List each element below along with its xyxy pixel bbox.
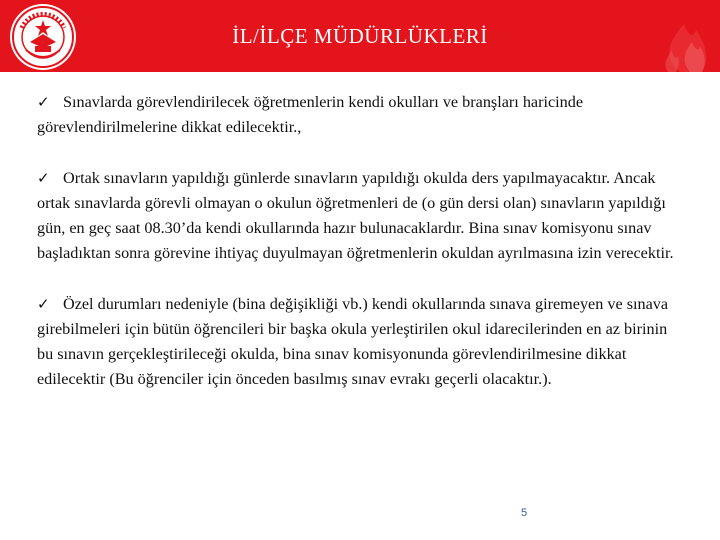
bullet-item-1 bbox=[37, 90, 687, 140]
checkmark-icon: ✓ bbox=[37, 295, 50, 313]
bullet-text: Ortak sınavların yapıldığı günlerde sınavların yapıldığı okulda ders yapılmayacaktır. Ancak ortak sınavlarda görevli olmayan o okulun öğretmenleri de (o gün dersi olan) sınavların yapıldığı gün, en geç saat 08.30’da kendi okullarında hazır bulunacaklardır. Bina sınav komisyonu sınav başladıktan sonra görevine ihtiyaç duyulmayan öğretmenlerin okuldan ayrılmasına izin verecektir. bbox=[37, 169, 674, 262]
header-bar bbox=[0, 0, 720, 72]
checkmark-icon: ✓ bbox=[37, 93, 50, 111]
bullet-item-2 bbox=[37, 166, 687, 266]
bullet-list bbox=[37, 90, 687, 392]
bullet-text: Özel durumları nedeniyle (bina değişikliği vb.) kendi okullarında sınava giremeyen ve sınava girebilmeleri için bütün öğrencileri bir başka okula yerleştirilen okul idarecilerinden en az birinin bu sınavın gerçekleştirileceği okulda, bina sınav komisyonunda görevlendirilmesine dikkat edilecektir (Bu öğrenciler için önceden basılmış sınav evrakı geçerli olacaktır.). bbox=[37, 295, 669, 388]
checkmark-icon: ✓ bbox=[37, 169, 50, 187]
bullet-item-3 bbox=[37, 292, 687, 392]
flame-decoration-icon bbox=[610, 0, 720, 72]
bullet-text: Sınavlarda görevlendirilecek öğretmenlerin kendi okulları ve branşları haricinde görevlendirilmelerine dikkat edilecektir., bbox=[37, 93, 584, 136]
page-title: İL/İLÇE MÜDÜRLÜKLERİ bbox=[232, 24, 488, 48]
page-number: 5 bbox=[521, 507, 528, 519]
